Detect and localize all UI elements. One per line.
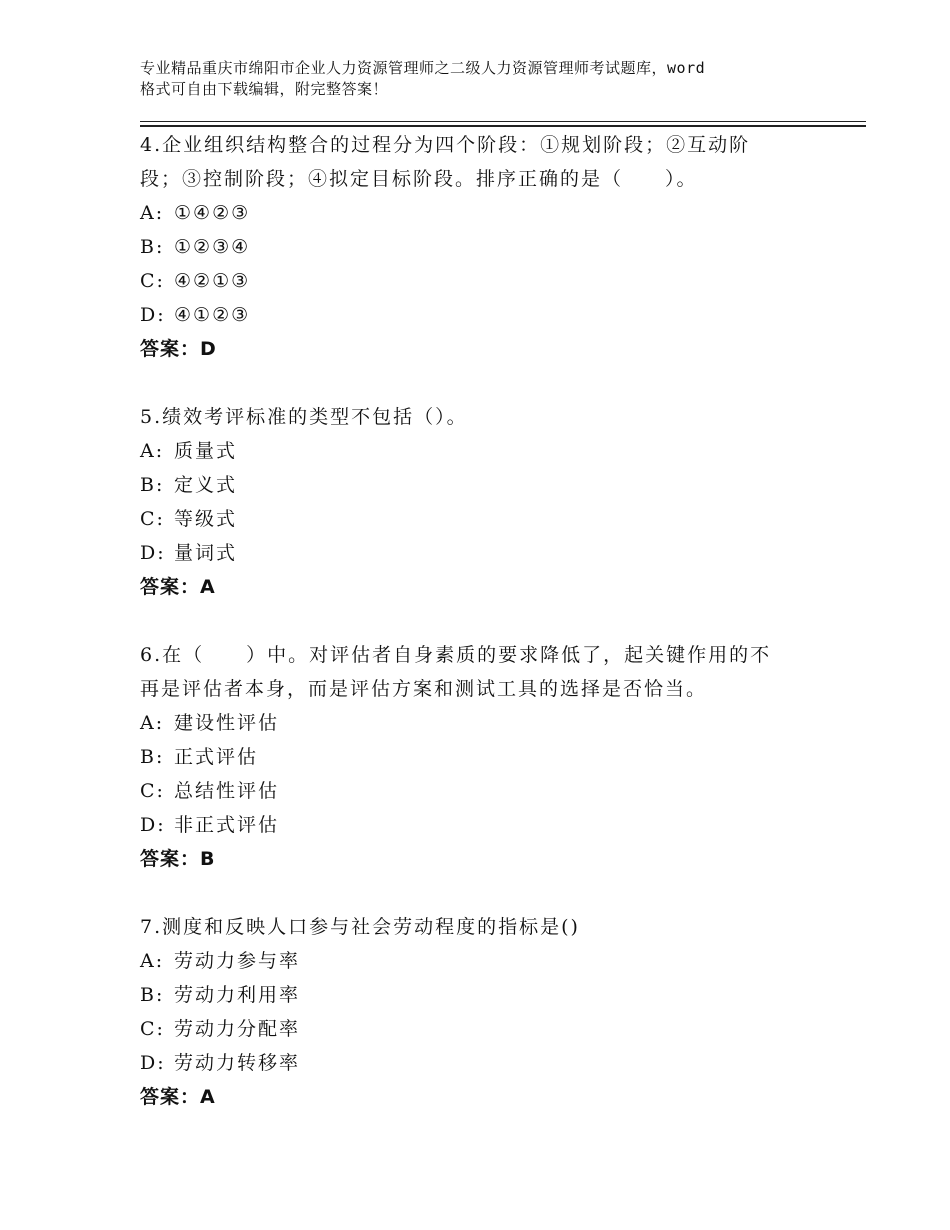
option-text: ④②①③	[174, 270, 251, 292]
option-text: 等级式	[174, 508, 238, 530]
option-a	[140, 706, 830, 740]
question-4	[140, 128, 830, 366]
option-letter: B:	[140, 474, 165, 496]
option-c	[140, 1012, 830, 1046]
option-text: ①②③④	[174, 236, 251, 258]
header-line-1: 专业精品重庆市绵阳市企业人力资源管理师之二级人力资源管理师考试题库，word	[140, 59, 706, 77]
option-d	[140, 298, 830, 332]
option-c	[140, 502, 830, 536]
question-stem-line: 7.测度和反映人口参与社会劳动程度的指标是()	[140, 916, 580, 938]
question-stem-line: 段；③控制阶段；④拟定目标阶段。排序正确的是（ ）。	[140, 168, 698, 190]
option-text: 劳动力分配率	[174, 1018, 301, 1040]
question-stem-line: 4.企业组织结构整合的过程分为四个阶段：①规划阶段；②互动阶	[140, 134, 751, 156]
option-b	[140, 740, 830, 774]
option-text: 劳动力利用率	[174, 984, 301, 1006]
option-c	[140, 264, 830, 298]
question-stem-line: 5.绩效考评标准的类型不包括（）。	[140, 406, 468, 428]
question-6	[140, 638, 830, 876]
answer-label: 答案：D	[140, 338, 217, 360]
answer-label: 答案：A	[140, 1086, 216, 1108]
option-letter: D:	[140, 814, 166, 836]
header-rule-thick	[140, 125, 866, 127]
answer-label: 答案：A	[140, 576, 216, 598]
option-letter: C:	[140, 270, 165, 292]
question-5	[140, 400, 830, 604]
option-text: 建设性评估	[174, 712, 280, 734]
option-letter: D:	[140, 304, 166, 326]
question-7	[140, 910, 830, 1114]
option-text: 质量式	[174, 440, 238, 462]
option-letter: B:	[140, 236, 165, 258]
option-letter: B:	[140, 984, 165, 1006]
option-letter: A:	[140, 202, 165, 224]
option-letter: C:	[140, 780, 165, 802]
option-text: 正式评估	[174, 746, 259, 768]
option-d	[140, 808, 830, 842]
option-b	[140, 468, 830, 502]
option-text: 劳动力参与率	[174, 950, 301, 972]
option-c	[140, 774, 830, 808]
option-text: 总结性评估	[174, 780, 280, 802]
option-a	[140, 434, 830, 468]
option-d	[140, 536, 830, 570]
option-text: 量词式	[174, 542, 238, 564]
option-letter: C:	[140, 1018, 165, 1040]
option-text: 劳动力转移率	[174, 1052, 301, 1074]
option-letter: A:	[140, 712, 165, 734]
option-text: 定义式	[174, 474, 238, 496]
option-letter: A:	[140, 950, 165, 972]
option-letter: C:	[140, 508, 165, 530]
option-text: ④①②③	[174, 304, 251, 326]
option-letter: A:	[140, 440, 165, 462]
option-a	[140, 944, 830, 978]
option-letter: D:	[140, 1052, 166, 1074]
option-letter: B:	[140, 746, 165, 768]
option-text: 非正式评估	[174, 814, 280, 836]
option-letter: D:	[140, 542, 166, 564]
option-text: ①④②③	[174, 202, 251, 224]
option-b	[140, 230, 830, 264]
header-rule-thin	[140, 121, 866, 122]
option-b	[140, 978, 830, 1012]
question-stem-line: 再是评估者本身，而是评估方案和测试工具的选择是否恰当。	[140, 678, 708, 700]
header-line-2: 格式可自由下载编辑，附完整答案！	[140, 80, 389, 98]
option-a	[140, 196, 830, 230]
answer-label: 答案：B	[140, 848, 216, 870]
option-d	[140, 1046, 830, 1080]
question-list	[140, 128, 830, 1148]
question-stem-line: 6.在（ ）中。对评估者自身素质的要求降低了，起关键作用的不	[140, 644, 772, 666]
document-header	[140, 58, 840, 100]
